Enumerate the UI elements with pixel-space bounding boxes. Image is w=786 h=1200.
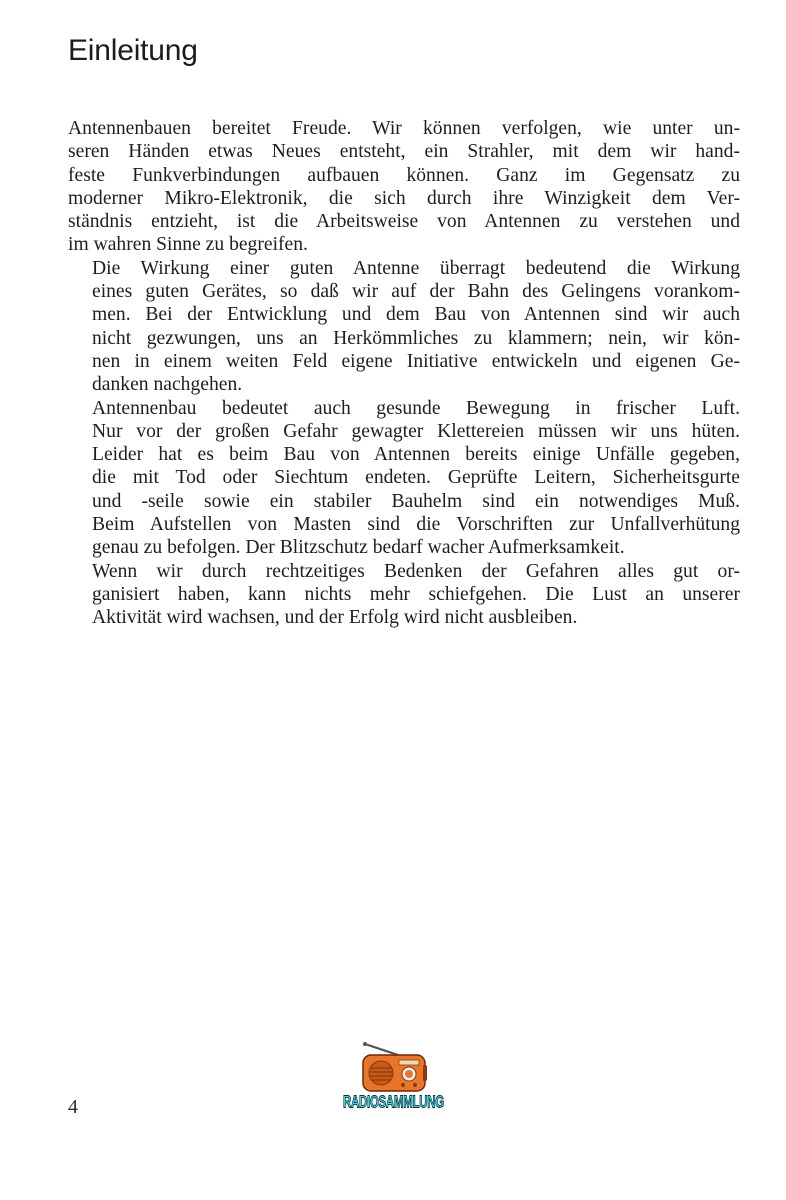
text-line: eines guten Gerätes, so daß wir auf der Bahn des Gelingens vorankom- xyxy=(92,281,740,303)
body-text xyxy=(68,117,740,630)
text-line: men. Bei der Entwicklung und dem Bau von Antennen sind wir auch xyxy=(92,304,740,326)
text-line: Antennenbau bedeutet auch gesunde Bewegung in frischer Luft. xyxy=(92,397,740,419)
paragraph-3 xyxy=(68,397,740,560)
paragraph-1 xyxy=(68,117,740,257)
page-number: 4 xyxy=(68,1096,78,1118)
text-line: moderner Mikro-Elektronik, die sich durch ihre Winzigkeit dem Ver- xyxy=(68,187,740,209)
page-heading: Einleitung xyxy=(68,34,198,67)
text-line: und -seile sowie ein stabiler Bauhelm sind ein notwendiges Muß. xyxy=(92,490,740,512)
text-line: seren Händen etwas Neues entsteht, ein Strahler, mit dem wir hand- xyxy=(68,141,740,163)
text-line: danken nachgehen. xyxy=(92,374,243,396)
watermark-text: RADIOSAMMLUNG xyxy=(343,1094,444,1112)
paragraph-4 xyxy=(68,560,740,630)
text-line: nicht gezwungen, uns an Herkömmliches zu klammern; nein, wir kön- xyxy=(92,327,740,349)
text-line: Antennenbauen bereitet Freude. Wir können verfolgen, wie unter un- xyxy=(68,118,740,139)
text-line: Leider hat es beim Bau von Antennen bereits einige Unfälle gegeben, xyxy=(92,444,740,466)
text-line: Beim Aufstellen von Masten sind die Vorschriften zur Unfallverhütung xyxy=(92,514,740,536)
radio-icon xyxy=(343,1040,443,1096)
text-line: ganisiert haben, kann nichts mehr schiefgehen. Die Lust an unserer xyxy=(92,583,740,605)
text-line: genau zu befolgen. Der Blitzschutz bedarf wacher Aufmerksamkeit. xyxy=(92,537,625,559)
text-line: Nur vor der großen Gefahr gewagter Klettereien müssen wir uns hüten. xyxy=(92,420,740,442)
radiosammlung-watermark xyxy=(343,1040,443,1120)
paragraph-2 xyxy=(68,257,740,397)
text-line: Die Wirkung einer guten Antenne überragt bedeutend die Wirkung xyxy=(92,257,740,279)
text-line: die mit Tod oder Siechtum endeten. Geprüfte Leitern, Sicherheitsgurte xyxy=(92,467,740,489)
text-line: Aktivität wird wachsen, und der Erfolg wird nicht ausbleiben. xyxy=(92,607,578,629)
text-line: Wenn wir durch rechtzeitiges Bedenken der Gefahren alles gut or- xyxy=(92,560,740,582)
text-line: ständnis entzieht, ist die Arbeitsweise von Antennen zu verstehen und xyxy=(68,211,740,233)
text-line: feste Funkverbindungen aufbauen können. Ganz im Gegensatz zu xyxy=(68,164,740,186)
text-line: nen in einem weiten Feld eigene Initiative entwickeln und eigenen Ge- xyxy=(92,350,740,372)
text-line: im wahren Sinne zu begreifen. xyxy=(68,234,308,256)
